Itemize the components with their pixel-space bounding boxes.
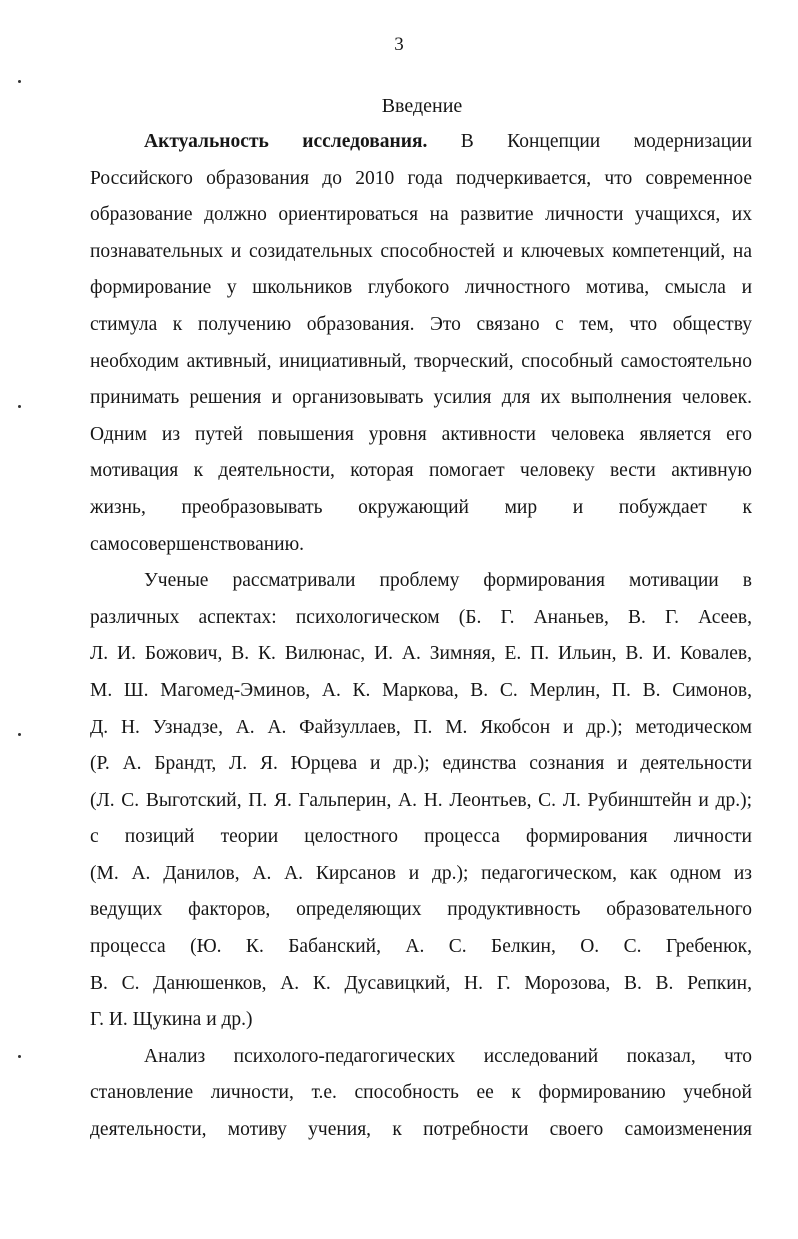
text-line: (М. А. Данилов, А. А. Кирсанов и др.); педагогическом, как одном из [90, 862, 752, 884]
lead-phrase: Актуальность исследования. [144, 131, 428, 152]
body-text [90, 124, 752, 1149]
text-line: М. Ш. Магомед-Эминов, А. К. Маркова, В. С. Мерлин, П. В. Симонов, [90, 679, 752, 701]
text-line: становление личности, т.е. способность ее к формированию учебной [90, 1082, 752, 1104]
scan-mark [18, 733, 21, 736]
text-line: стимула к получению образования. Это связано с тем, что обществу [90, 313, 752, 335]
text-line: жизнь, преобразовывать окружающий мир и побуждает к [90, 496, 752, 518]
text-line-rest: В Концепции модернизации [460, 131, 753, 152]
text-line: Д. Н. Узнадзе, А. А. Файзуллаев, П. М. Якобсон и др.); методическом [90, 716, 752, 738]
text-line: образование должно ориентироваться на развитие личности учащихся, их [90, 204, 752, 226]
paragraph-analysis [90, 1039, 752, 1149]
text-line: Одним из путей повышения уровня активности человека является его [90, 423, 752, 445]
page-number: 3 [394, 34, 404, 55]
section-heading: Введение [381, 95, 463, 117]
text-line: (Л. С. Выготский, П. Я. Гальперин, А. Н. Леонтьев, С. Л. Рубинштейн и др.); [90, 789, 752, 811]
text-line: принимать решения и организовывать усилия для их выполнения человек. [90, 387, 752, 409]
paragraph-scholars [90, 563, 752, 1039]
text-line: Г. И. Щукина и др.) [90, 1009, 253, 1031]
scan-mark [18, 405, 21, 408]
text-line: с позиций теории целостного процесса формирования личности [90, 826, 752, 848]
text-line: процесса (Ю. К. Бабанский, А. С. Белкин, О. С. Гребенюк, [90, 936, 752, 958]
text-line: Российского образования до 2010 года подчеркивается, что современное [90, 167, 752, 189]
text-line: Л. И. Божович, В. К. Вилюнас, И. А. Зимняя, Е. П. Ильин, В. И. Ковалев, [90, 643, 752, 665]
text-line: деятельности, мотиву учения, к потребности своего самоизменения [90, 1119, 752, 1141]
text-line: ведущих факторов, определяющих продуктивность образовательного [90, 899, 752, 921]
text-line: самосовершенствованию. [90, 533, 305, 555]
text-line: Анализ психолого-педагогических исследований показал, что [144, 1045, 752, 1067]
text-line: необходим активный, инициативный, творческий, способный самостоятельно [90, 350, 752, 372]
paragraph-relevance [90, 124, 752, 563]
text-line: (Р. А. Брандт, Л. Я. Юрцева и др.); единства сознания и деятельности [90, 753, 752, 775]
text-line: различных аспектах: психологическом (Б. Г. Ананьев, В. Г. Асеев, [90, 606, 752, 628]
text-line: формирование у школьников глубокого личностного мотива, смысла и [90, 277, 752, 299]
scan-mark [18, 1055, 21, 1058]
text-line: мотивация к деятельности, которая помогает человеку вести активную [90, 460, 752, 482]
text-line: Ученые рассматривали проблему формирования мотивации в [144, 570, 752, 592]
scan-mark [18, 80, 21, 83]
text-line: В. С. Данюшенков, А. К. Дусавицкий, Н. Г. Морозова, В. В. Репкин, [90, 972, 752, 994]
text-line: познавательных и созидательных способностей и ключевых компетенций, на [90, 240, 752, 262]
text-line [90, 124, 752, 161]
